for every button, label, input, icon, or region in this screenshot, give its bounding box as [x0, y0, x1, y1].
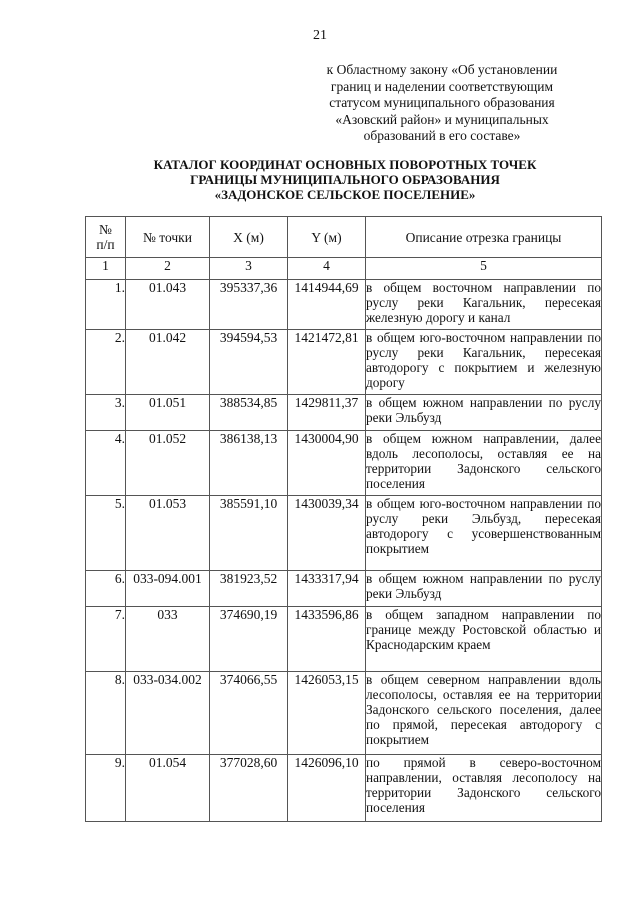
header-row-number: № п/п: [86, 217, 126, 258]
point-number: 01.051: [126, 395, 210, 431]
table-row: [86, 431, 602, 496]
segment-description: в общем юго-восточном направлении по руслу реки Кагальник, пересекая автодорогу с покрытием и железную дорогу: [366, 330, 602, 395]
table-header-row: [86, 217, 602, 258]
point-number: 01.043: [126, 280, 210, 330]
y-coordinate: 1429811,37: [288, 395, 366, 431]
annex-line: образований в его составе»: [363, 128, 521, 143]
point-number: 01.042: [126, 330, 210, 395]
y-coordinate: 1414944,69: [288, 280, 366, 330]
y-coordinate: 1426053,15: [288, 672, 366, 755]
x-coordinate: 385591,10: [210, 496, 288, 571]
point-number: 01.053: [126, 496, 210, 571]
row-number: 3.: [86, 395, 126, 431]
x-coordinate: 381923,52: [210, 571, 288, 607]
y-coordinate: 1433317,94: [288, 571, 366, 607]
table-row: [86, 330, 602, 395]
title-line: ГРАНИЦЫ МУНИЦИПАЛЬНОГО ОБРАЗОВАНИЯ: [190, 172, 500, 187]
x-coordinate: 374066,55: [210, 672, 288, 755]
page-number: 21: [313, 28, 327, 43]
annex-line: статусом муниципального образования: [329, 95, 555, 110]
table-row: [86, 672, 602, 755]
table-row: [86, 571, 602, 607]
column-number: 5: [366, 258, 602, 280]
x-coordinate: 386138,13: [210, 431, 288, 496]
y-coordinate: 1430039,34: [288, 496, 366, 571]
title-line: «ЗАДОНСКОЕ СЕЛЬСКОЕ ПОСЕЛЕНИЕ»: [214, 187, 476, 202]
document-title: [95, 157, 595, 202]
x-coordinate: 377028,60: [210, 755, 288, 822]
column-number-row: [86, 258, 602, 280]
table-row: [86, 496, 602, 571]
table-row: [86, 280, 602, 330]
column-number: 3: [210, 258, 288, 280]
x-coordinate: 388534,85: [210, 395, 288, 431]
segment-description: в общем северном направлении вдоль лесополосы, оставляя ее на территории Задонского сельского поселения, далее по прямой, пересекая автодорогу с покрытием: [366, 672, 602, 755]
y-coordinate: 1421472,81: [288, 330, 366, 395]
table-row: [86, 395, 602, 431]
header-x: X (м): [210, 217, 288, 258]
point-number: 01.054: [126, 755, 210, 822]
column-number: 4: [288, 258, 366, 280]
segment-description: в общем южном направлении по руслу реки Эльбузд: [366, 571, 602, 607]
annex-reference: [292, 62, 592, 145]
y-coordinate: 1433596,86: [288, 607, 366, 672]
x-coordinate: 394594,53: [210, 330, 288, 395]
row-number: 1.: [86, 280, 126, 330]
annex-line: к Областному закону «Об установлении: [326, 62, 558, 77]
row-number: 4.: [86, 431, 126, 496]
y-coordinate: 1426096,10: [288, 755, 366, 822]
annex-line: «Азовский район» и муниципальных: [335, 111, 549, 127]
row-number: 5.: [86, 496, 126, 571]
header-y: Y (м): [288, 217, 366, 258]
point-number: 033: [126, 607, 210, 672]
coordinates-table: [85, 216, 602, 822]
segment-description: в общем юго-восточном направлении по руслу реки Эльбузд, пересекая автодорогу с усовершенствованным покрытием: [366, 496, 602, 571]
x-coordinate: 374690,19: [210, 607, 288, 672]
segment-description: в общем западном направлении по границе между Ростовской областью и Краснодарским краем: [366, 607, 602, 672]
title-line: КАТАЛОГ КООРДИНАТ ОСНОВНЫХ ПОВОРОТНЫХ ТОЧЕК: [153, 157, 537, 172]
y-coordinate: 1430004,90: [288, 431, 366, 496]
segment-description: в общем южном направлении, далее вдоль лесополосы, оставляя ее на территории Задонского сельского поселения: [366, 431, 602, 496]
table-row: [86, 755, 602, 822]
point-number: 033-094.001: [126, 571, 210, 607]
row-number: 7.: [86, 607, 126, 672]
column-number: 1: [86, 258, 126, 280]
segment-description: в общем южном направлении по руслу реки Эльбузд: [366, 395, 602, 431]
row-number: 2.: [86, 330, 126, 395]
header-point-number: № точки: [126, 217, 210, 258]
x-coordinate: 395337,36: [210, 280, 288, 330]
segment-description: в общем восточном направлении по руслу реки Кагальник, пересекая железную дорогу и канал: [366, 280, 602, 330]
point-number: 01.052: [126, 431, 210, 496]
segment-description: по прямой в северо-восточном направлении, оставляя лесополосу на территории Задонского сельского поселения: [366, 755, 602, 822]
table-row: [86, 607, 602, 672]
annex-line: границ и наделении соответствующим: [330, 78, 554, 94]
header-description: Описание отрезка границы: [366, 217, 602, 258]
row-number: 9.: [86, 755, 126, 822]
row-number: 8.: [86, 672, 126, 755]
row-number: 6.: [86, 571, 126, 607]
point-number: 033-034.002: [126, 672, 210, 755]
column-number: 2: [126, 258, 210, 280]
